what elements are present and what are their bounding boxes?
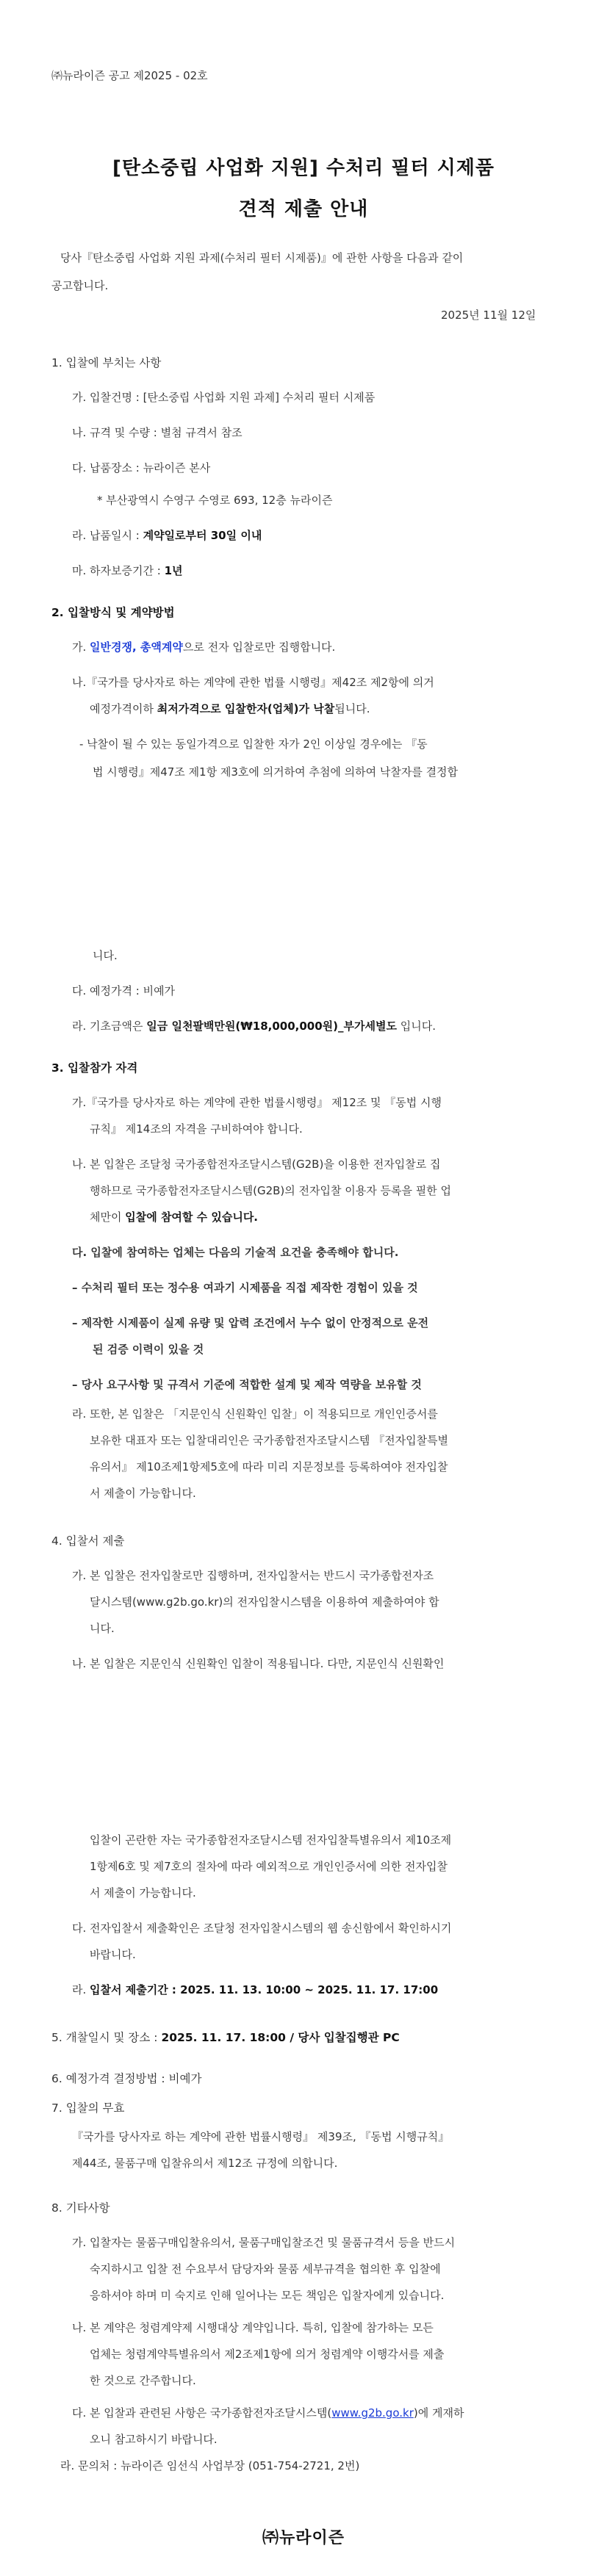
s1-item-ra: 라. 납품일시 : 계약일로부터 30일 이내 <box>72 529 262 542</box>
g2b-link[interactable]: www.g2b.go.kr <box>331 2406 414 2420</box>
s8-item-na-line2: 업체는 청렴계약특별유의서 제2조제1항에 의거 청렴계약 이행각서를 제출 <box>90 2348 445 2361</box>
doc-number: ㈜뉴라이즌 공고 제2025 - 02호 <box>51 69 208 82</box>
s3-item-na-line1: 나. 본 입찰은 조달청 국가종합전자조달시스템(G2B)을 이용한 전자입찰로 집 <box>72 1158 441 1171</box>
s4-item-ga-line1: 가. 본 입찰은 전자입찰로만 집행하며, 전자입찰서는 반드시 국가종합전자조 <box>72 1569 434 1582</box>
s2-item-na-line2: 예정가격이하 최저가격으로 입찰한자(업체)가 낙찰됩니다. <box>90 702 370 715</box>
s8-item-ga-line1: 가. 입찰자는 물품구매입찰유의서, 물품구매입찰조건 및 물품규격서 등을 반드시 <box>72 2236 456 2249</box>
section-1-heading: 1. 입찰에 부치는 사항 <box>51 356 162 369</box>
s4-item-na-line2: 입찰이 곤란한 자는 국가종합전자조달시스템 전자입찰특별유의서 제10조제 <box>90 1833 452 1847</box>
s7-line1: 『국가를 당사자로 하는 계약에 관한 법률시행령』 제39조, 『동법 시행규칙』 <box>72 2130 450 2143</box>
s1-address: * 부산광역시 수영구 수영로 693, 12층 뉴라이즌 <box>97 494 333 507</box>
s2-dash-line2: 법 시행령』제47조 제1항 제3호에 의거하여 추첨에 의하여 낙찰자를 결정합 <box>93 765 459 779</box>
s2-item-na-line1: 나.『국가를 당사자로 하는 계약에 관한 법률 시행령』제42조 제2항에 의거 <box>72 676 434 689</box>
s3-requirement-2-line1: – 제작한 시제품이 실제 유량 및 압력 조건에서 누수 없이 안정적으로 운전 <box>72 1316 429 1330</box>
s4-item-da-line1: 다. 전자입찰서 제출확인은 조달청 전자입찰시스템의 웹 송신함에서 확인하시기 <box>72 1922 452 1935</box>
s3-item-da: 다. 입찰에 참여하는 업체는 다음의 기술적 요건을 충족해야 합니다. <box>72 1246 399 1259</box>
s4-item-na-line4: 서 제출이 가능합니다. <box>90 1886 196 1899</box>
section-2-heading: 2. 입찰방식 및 계약방법 <box>51 606 175 619</box>
s3-item-ra-line2: 보유한 대표자 또는 입찰대리인은 국가종합전자조달시스템 『전자입찰특별 <box>90 1434 449 1447</box>
section-5: 5. 개찰일시 및 장소 : 2025. 11. 17. 18:00 / 당사 입찰집행관 PC <box>51 2031 400 2044</box>
s8-item-na-line3: 한 것으로 간주합니다. <box>90 2374 196 2387</box>
section-8-heading: 8. 기타사항 <box>51 2201 110 2215</box>
intro-text-line2: 공고합니다. <box>51 279 109 292</box>
s8-item-da-line1: 다. 본 입찰과 관련된 사항은 국가종합전자조달시스템(www.g2b.go.kr)에 게재하 <box>72 2406 464 2420</box>
s3-requirement-3: – 당사 요구사항 및 규격서 기준에 적합한 설계 및 제작 역량을 보유할 것 <box>72 1378 422 1391</box>
s2-item-ga: 가. 일반경쟁, 총액계약으로 전자 입찰로만 집행합니다. <box>72 641 336 654</box>
s8-item-na-line1: 나. 본 계약은 청렴계약제 시행대상 계약입니다. 특히, 입찰에 참가하는 모든 <box>72 2321 434 2334</box>
s4-item-ra: 라. 입찰서 제출기간 : 2025. 11. 13. 10:00 ~ 2025. 11. 17. 17:00 <box>72 1983 439 1996</box>
s4-item-da-line2: 바랍니다. <box>90 1948 136 1961</box>
section-7-heading: 7. 입찰의 무효 <box>51 2101 125 2115</box>
s2-dash-line3: 니다. <box>93 949 118 962</box>
s3-requirement-2-line2: 된 검증 이력이 있을 것 <box>93 1343 204 1356</box>
s1-item-da: 다. 납품장소 : 뉴라이즌 본사 <box>72 461 211 475</box>
s1-item-na: 나. 규격 및 수량 : 별첨 규격서 참조 <box>72 426 243 439</box>
s3-requirement-1: – 수처리 필터 또는 정수용 여과기 시제품을 직접 제작한 경험이 있을 것 <box>72 1281 418 1294</box>
s8-item-ra: 라. 문의처 : 뉴라이즌 임선식 사업부장 (051-754-2721, 2번) <box>60 2459 360 2472</box>
company-logo: ㈜뉴라이즌 <box>262 2529 345 2547</box>
s1-item-ma: 마. 하자보증기간 : 1년 <box>72 564 183 577</box>
s7-line2: 제44조, 물품구매 입찰유의서 제12조 규정에 의합니다. <box>72 2157 338 2170</box>
s1-item-ga: 가. 입찰건명 : [탄소중립 사업화 지원 과제] 수처리 필터 시제품 <box>72 391 376 404</box>
s3-item-ga-line1: 가.『국가를 당사자로 하는 계약에 관한 법률시행령』 제12조 및 『동법 시행 <box>72 1096 442 1109</box>
section-6: 6. 예정가격 결정방법 : 비예가 <box>51 2072 202 2085</box>
s3-item-ra-line1: 라. 또한, 본 입찰은 「지문인식 신원확인 입찰」이 적용되므로 개인인증서를 <box>72 1407 438 1421</box>
s2-item-da: 다. 예정가격 : 비예가 <box>72 984 176 997</box>
notice-date: 2025년 11월 12일 <box>441 309 536 322</box>
s2-dash-line1: - 낙찰이 될 수 있는 동일가격으로 입찰한 자가 2인 이상일 경우에는 『동 <box>79 737 428 751</box>
s4-item-ga-line3: 니다. <box>90 1622 115 1635</box>
s8-item-da-line2: 오니 참고하시기 바랍니다. <box>90 2433 218 2446</box>
intro-text-line1: 당사『탄소중립 사업화 지원 과제(수처리 필터 시제품)』에 관한 사항을 다음과 같이 <box>60 251 464 264</box>
s2-item-ra: 라. 기초금액은 일금 일천팔백만원(₩18,000,000원)_부가세별도 입니다. <box>72 1020 436 1033</box>
s3-item-ra-line4: 서 제출이 가능합니다. <box>90 1487 196 1500</box>
s3-item-na-line2: 행하므로 국가종합전자조달시스템(G2B)의 전자입찰 이용자 등록을 필한 업 <box>90 1184 451 1197</box>
s3-item-na-line3: 체만이 입찰에 참여할 수 있습니다. <box>90 1211 259 1224</box>
s4-item-ga-line2: 달시스템(www.g2b.go.kr)의 전자입찰시스템을 이용하여 제출하여야 합 <box>90 1595 439 1609</box>
s8-item-ga-line3: 응하셔야 하며 미 숙지로 인해 일어나는 모든 책임은 입찰자에게 있습니다. <box>90 2289 445 2302</box>
page-title: [탄소중립 사업화 지원] 수처리 필터 시제품 <box>112 157 495 179</box>
s4-item-na-line3: 1항제6호 및 제7호의 절차에 따라 예외적으로 개인인증서에 의한 전자입찰 <box>90 1860 448 1873</box>
s3-item-ra-line3: 유의서』 제10조제1항제5호에 따라 미리 지문정보를 등록하여야 전자입찰 <box>90 1460 448 1473</box>
s4-item-na-line1: 나. 본 입찰은 지문인식 신원확인 입찰이 적용됩니다. 다만, 지문인식 신원확인 <box>72 1657 445 1670</box>
section-3-heading: 3. 입찰참가 자격 <box>51 1061 138 1075</box>
s3-item-ga-line2: 규칙』 제14조의 자격을 구비하여야 합니다. <box>90 1122 303 1136</box>
section-4-heading: 4. 입찰서 제출 <box>51 1534 125 1548</box>
page-subtitle: 견적 제출 안내 <box>238 198 369 220</box>
s8-item-ga-line2: 숙지하시고 입찰 전 수요부서 담당자와 물품 세부규격을 협의한 후 입찰에 <box>90 2262 441 2276</box>
